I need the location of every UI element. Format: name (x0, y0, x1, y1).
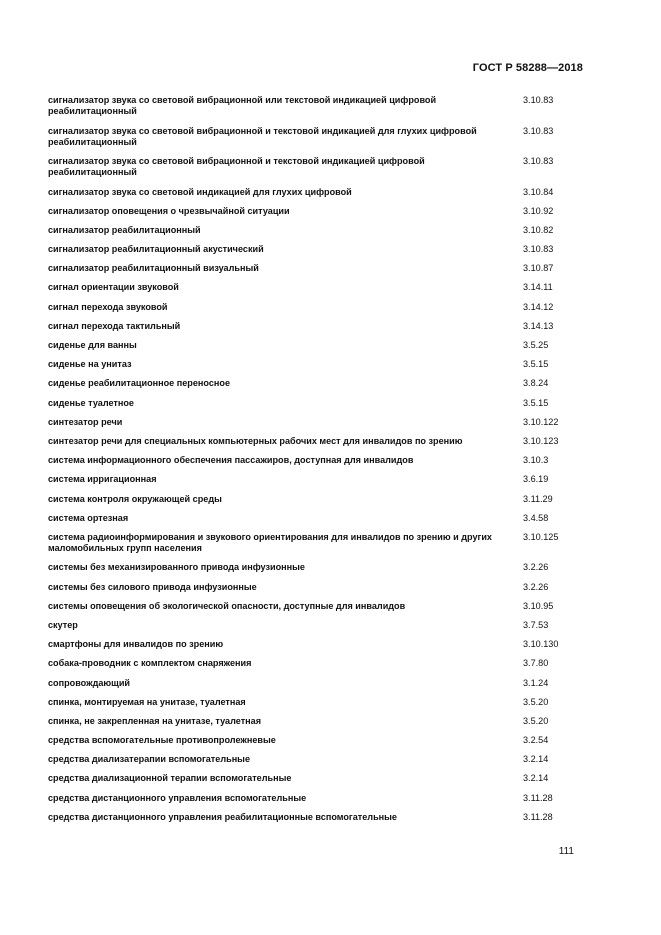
index-entry (48, 678, 588, 697)
index-term: сигнализатор звука со световой вибрационной и текстовой индикацией цифровой реабилитационный (48, 156, 425, 177)
index-entry (48, 474, 588, 493)
index-reference: 3.10.125 (523, 531, 559, 542)
index-reference: 3.10.83 (523, 125, 554, 136)
index-reference: 3.10.130 (523, 639, 559, 650)
index-entry (48, 321, 588, 340)
index-entry (48, 156, 588, 187)
index-reference: 3.10.83 (523, 95, 554, 105)
index-reference: 3.5.15 (523, 397, 549, 408)
index-reference: 3.10.122 (523, 416, 559, 427)
index-term: сигнализатор реабилитационный (48, 224, 201, 235)
index-entry (48, 582, 588, 601)
index-entry (48, 340, 588, 359)
index-reference: 3.10.95 (523, 600, 554, 611)
index-entry (48, 126, 588, 157)
index-term: скутер (48, 619, 78, 630)
index-reference: 3.14.13 (523, 320, 554, 331)
document-header: ГОСТ Р 58288—2018 (472, 62, 583, 74)
index-entry (48, 513, 588, 532)
index-term: система ирригационная (48, 474, 157, 485)
index-term: сигнализатор звука со световой вибрационной и текстовой индикацией для глухих цифровой реабилитационный (48, 125, 477, 147)
index-term: сиденье для ванны (48, 340, 137, 350)
index-entry (48, 735, 588, 754)
index-reference: 3.11.28 (523, 811, 553, 822)
index-term: сигнал перехода тактильный (48, 320, 181, 331)
index-term: собака-проводник с комплектом снаряжения (48, 658, 252, 669)
index-entry (48, 658, 588, 677)
index-term: смартфоны для инвалидов по зрению (48, 639, 224, 650)
index-reference: 3.2.26 (523, 581, 549, 592)
index-entry (48, 793, 588, 812)
index-entry (48, 562, 588, 581)
index-entry (48, 716, 588, 735)
index-entry (48, 378, 588, 397)
index-term: система радиоинформирования и звукового ориентирования для инвалидов по зрению и других маломобильных групп населения (48, 531, 492, 553)
index-entry (48, 455, 588, 474)
index-entry (48, 206, 588, 225)
index-term: синтезатор речи для специальных компьютерных рабочих мест для инвалидов по зрению (48, 435, 463, 446)
index-reference: 3.10.92 (523, 205, 554, 216)
index-term: системы без механизированного привода инфузионные (48, 562, 305, 573)
index-reference: 3.6.19 (523, 474, 549, 485)
index-entry (48, 812, 588, 831)
index-term: системы оповещения об экологической опасности, доступные для инвалидов (48, 600, 406, 611)
index-entry (48, 187, 588, 206)
index-term: сиденье реабилитационное переносное (48, 378, 231, 389)
index-term: сигнализатор звука со световой индикацией для глухих цифровой (48, 186, 352, 197)
index-reference: 3.10.83 (523, 244, 554, 255)
index-reference: 3.14.11 (523, 282, 553, 293)
index-reference: 3.2.14 (523, 773, 549, 784)
term-index-list (48, 95, 588, 831)
index-entry (48, 773, 588, 792)
index-term: сиденье туалетное (48, 397, 134, 408)
index-reference: 3.11.29 (523, 493, 553, 504)
index-reference: 3.10.3 (523, 455, 549, 466)
index-entry (48, 282, 588, 301)
index-entry (48, 494, 588, 513)
index-term: средства дистанционного управления реабилитационные вспомогательные (48, 811, 397, 822)
index-reference: 3.2.54 (523, 735, 549, 746)
index-term: спинка, не закрепленная на унитазе, туалетная (48, 715, 262, 726)
index-reference: 3.11.28 (523, 792, 553, 803)
index-term: сигнализатор реабилитационный акустический (48, 244, 264, 255)
index-term: сигнал перехода звуковой (48, 301, 168, 312)
index-entry (48, 601, 588, 620)
index-entry (48, 302, 588, 321)
index-reference: 3.5.25 (523, 340, 549, 350)
index-entry (48, 532, 588, 563)
index-term: сигнализатор оповещения о чрезвычайной ситуации (48, 205, 290, 216)
index-entry (48, 697, 588, 716)
index-term: система контроля окружающей среды (48, 493, 222, 504)
index-term: средства диализационной терапии вспомогательные (48, 773, 292, 784)
index-reference: 3.10.82 (523, 224, 554, 235)
index-term: сигнализатор звука со световой вибрационной или текстовой индикацией цифровой реабилитационный (48, 95, 437, 116)
index-reference: 3.2.14 (523, 754, 549, 765)
index-term: системы без силового привода инфузионные (48, 581, 257, 592)
index-term: сигнализатор реабилитационный визуальный (48, 263, 259, 274)
index-entry (48, 754, 588, 773)
index-term: спинка, монтируемая на унитазе, туалетная (48, 696, 246, 707)
index-term: сиденье на унитаз (48, 359, 132, 370)
page-number: 111 (558, 846, 574, 857)
index-term: сигнал ориентации звуковой (48, 282, 179, 293)
index-term: система ортезная (48, 512, 129, 523)
index-reference: 3.10.87 (523, 263, 554, 274)
index-reference: 3.5.20 (523, 715, 549, 726)
index-reference: 3.10.84 (523, 186, 554, 197)
index-term: сопровождающий (48, 677, 131, 688)
index-reference: 3.5.20 (523, 696, 549, 707)
index-reference: 3.1.24 (523, 677, 549, 688)
index-reference: 3.2.26 (523, 562, 549, 573)
index-reference: 3.4.58 (523, 512, 549, 523)
index-entry (48, 359, 588, 378)
index-reference: 3.8.24 (523, 378, 549, 389)
index-entry (48, 244, 588, 263)
index-term: средства вспомогательные противопролежневые (48, 735, 276, 746)
index-entry (48, 398, 588, 417)
index-entry (48, 620, 588, 639)
index-entry (48, 417, 588, 436)
index-term: средства дистанционного управления вспомогательные (48, 792, 307, 803)
index-entry (48, 225, 588, 244)
index-entry (48, 95, 588, 126)
index-entry (48, 639, 588, 658)
index-term: система информационного обеспечения пассажиров, доступная для инвалидов (48, 455, 414, 466)
index-reference: 3.14.12 (523, 301, 554, 312)
index-reference: 3.10.83 (523, 156, 554, 166)
index-reference: 3.5.15 (523, 359, 549, 370)
index-reference: 3.10.123 (523, 435, 559, 446)
index-entry (48, 263, 588, 282)
index-term: средства диализатерапии вспомогательные (48, 754, 251, 765)
index-entry (48, 436, 588, 455)
index-reference: 3.7.80 (523, 658, 549, 669)
index-term: синтезатор речи (48, 416, 123, 427)
index-reference: 3.7.53 (523, 619, 549, 630)
